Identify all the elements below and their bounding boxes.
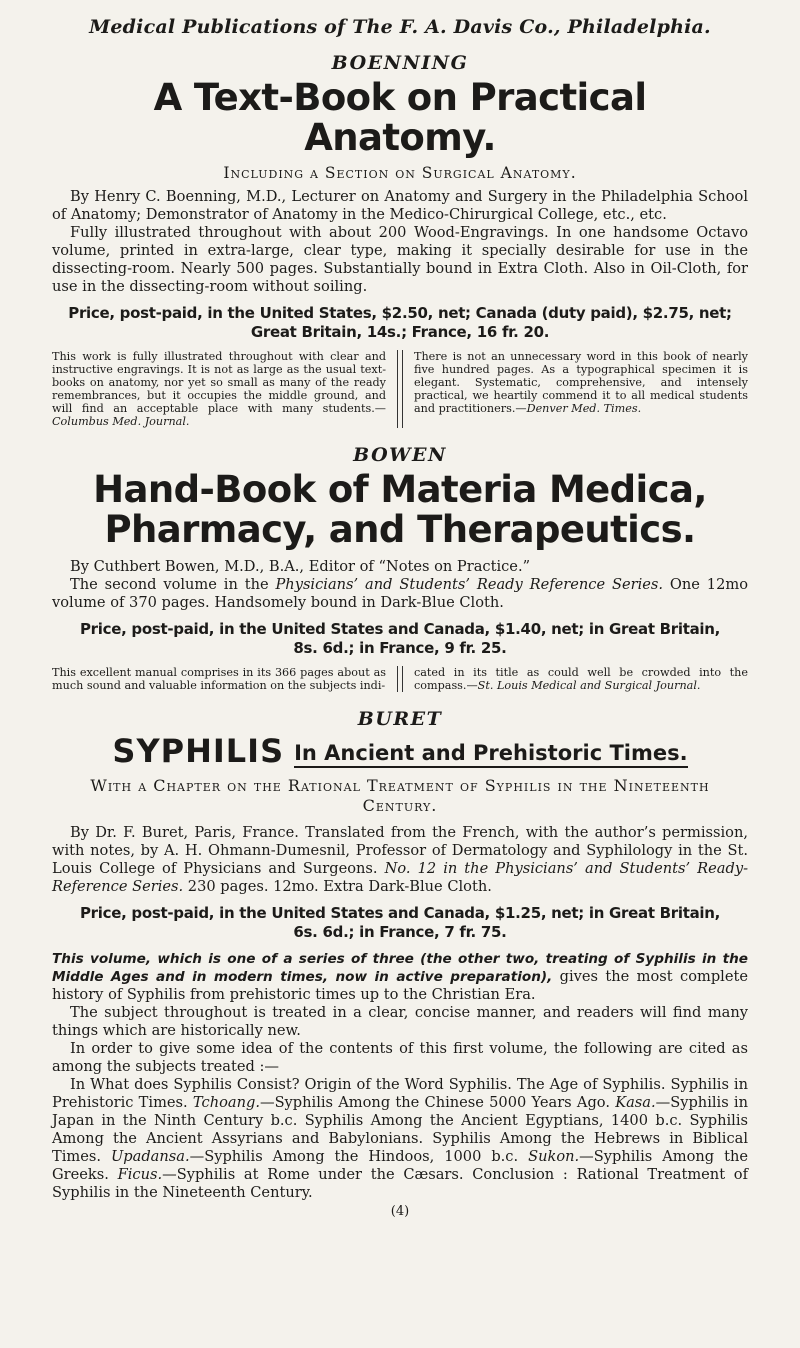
review-left: [52, 666, 386, 692]
text-run: One 12mo volume of 370 pages. Handsomely bound in Dark-Blue Cloth.: [52, 576, 748, 611]
italic-run: Sukon.: [528, 1148, 580, 1165]
contents-paragraph: [52, 1076, 748, 1202]
book-title: Hand-Book of Materia Medica, Pharmacy, and Therapeutics.: [93, 468, 707, 551]
book-subtitle: Including a Section on Surgical Anatomy.: [223, 164, 577, 182]
text-run: 230 pages. 12mo. Extra Dark-Blue Cloth.: [183, 878, 492, 895]
description-paragraph: The subject throughout is treated in a clear, concise manner, and readers will find many things which are historically new.: [52, 1004, 748, 1039]
text-run: In What does Syphilis Consist? Origin of the Word Syphilis. The Age of Syphilis. Syphilis in Prehistoric Times.: [52, 1076, 748, 1111]
series-name: No. 12 in the Physicians’ and Students’ Ready-Reference Series.: [52, 860, 749, 895]
book-subtitle: With a Chapter on the Rational Treatment of Syphilis in the Nineteenth Century.: [90, 776, 710, 815]
text-run: The second volume in the: [70, 576, 276, 593]
author-tag: BURET: [357, 708, 443, 730]
italic-run: Upadansa.: [110, 1148, 190, 1165]
bowen-listing: [52, 444, 748, 692]
review-right: [414, 350, 748, 428]
column-divider: [397, 666, 403, 692]
reviews: [52, 666, 748, 692]
title-subline: In Ancient and Prehistoric Times.: [294, 741, 687, 768]
price-line: Price, post-paid, in the United States and Canada, $1.25, net; in Great Britain, 6s. 6d.; in France, 7 fr. 75.: [79, 904, 721, 941]
price-line: Price, post-paid, in the United States, $2.50, net; Canada (duty paid), $2.75, net; Great Britain, 14s.; France, 16 fr. 20.: [68, 304, 732, 341]
review-text: This excellent manual comprises in its 366 pages about as much sound and valuable information on the subjects indi-: [52, 666, 386, 692]
italic-run: This volume, which is one of a series of three (the other two, treating of Syphilis in the Middle Ages and in modern times, now in active preparation),: [52, 951, 748, 985]
text-run: —Syphilis in Japan in the Ninth Century b.c. Syphilis Among the Ancient Egyptians, 1400 b.c. Syphilis Among the Ancient Assyrians and Babylonians. Syphilis Among the Hebrews in Biblical Times.: [52, 1094, 748, 1165]
description-paragraph: [52, 950, 748, 1004]
buret-listing: [52, 708, 748, 1202]
title-word: SYPHILIS: [112, 732, 285, 770]
book-title: A Text-Book on Practical Anatomy.: [153, 76, 647, 159]
italic-run: Kasa.: [615, 1094, 656, 1111]
reviews: [52, 350, 748, 428]
review-source: Denver Med. Times.: [526, 402, 642, 415]
spacer: [52, 428, 748, 444]
description-paragraph: In order to give some idea of the contents of this first volume, the following are cited as among the subjects treated :—: [52, 1040, 748, 1075]
author-tag: BOWEN: [353, 444, 447, 466]
series-name: Physicians’ and Students’ Ready Reference Series.: [275, 576, 664, 593]
review-text: This work is fully illustrated throughout with clear and instructive engravings. It is not as large as the usual text-books on anatomy, nor yet so small as many of the ready remembrances, but it occupies the middle ground, and will find an acceptable place with many students.—: [52, 350, 386, 415]
author-paragraph: By Henry C. Boenning, M.D., Lecturer on Anatomy and Surgery in the Philadelphia School of Anatomy; Demonstrator of Anatomy in the Medico-Chirurgical College, etc., etc.: [52, 188, 748, 223]
text-run: —Syphilis Among the Greeks.: [52, 1148, 748, 1183]
text-run: gives the most complete history of Syphilis from prehistoric times up to the Christian Era.: [52, 968, 748, 1003]
review-left: [52, 350, 386, 428]
boenning-listing: [52, 52, 748, 428]
author-paragraph: By Cuthbert Bowen, M.D., B.A., Editor of “Notes on Practice.”: [70, 558, 531, 575]
book-title: [52, 734, 748, 768]
price-line: Price, post-paid, in the United States and Canada, $1.40, net; in Great Britain, 8s. 6d.; in France, 9 fr. 25.: [79, 620, 721, 657]
text-run: —Syphilis Among the Chinese 5000 Years Ago.: [259, 1094, 616, 1111]
italic-run: Ficus.: [117, 1166, 163, 1183]
author-tag: BOENNING: [331, 52, 469, 74]
review-right: [414, 666, 748, 692]
page-number: (4): [390, 1204, 410, 1219]
review-source: St. Louis Medical and Surgical Journal.: [477, 679, 701, 692]
review-text: cated in its title as could well be crowded into the compass.—: [414, 666, 748, 692]
italic-run: Tchoang.: [192, 1094, 260, 1111]
text-run: By Dr. F. Buret, Paris, France. Translated from the French, with the author’s permission, with notes, by A. H. Ohmann-Dumesnil, Professor of Dermatology and Syphilology in the St. Louis College of Physicians and Surgeons.: [52, 824, 748, 877]
author-paragraph: [52, 824, 748, 896]
running-header: Medical Publications of The F. A. Davis Co., Philadelphia.: [89, 16, 711, 38]
column-divider: [397, 350, 403, 428]
description-paragraph: Fully illustrated throughout with about 200 Wood-Engravings. In one handsome Octavo volume, printed in extra-large, clear type, making it specially desirable for use in the dissecting-room. Nearly 500 pages. Substantially bound in Extra Cloth. Also in Oil-Cloth, for use in the dissecting-room without soiling.: [52, 224, 748, 295]
text-run: —Syphilis Among the Hindoos, 1000 b.c.: [189, 1148, 529, 1165]
spacer: [52, 692, 748, 708]
description-paragraph: [52, 576, 748, 612]
review-source: Columbus Med. Journal.: [52, 415, 190, 428]
text-run: —Syphilis at Rome under the Cæsars. Conclusion : Rational Treatment of Syphilis in the Nineteenth Century.: [52, 1166, 748, 1201]
review-text: There is not an unnecessary word in this book of nearly five hundred pages. As a typographical specimen it is elegant. Systematic, comprehensive, and intensely practical, we heartily commend it to all medical students and practitioners.—: [414, 350, 748, 415]
